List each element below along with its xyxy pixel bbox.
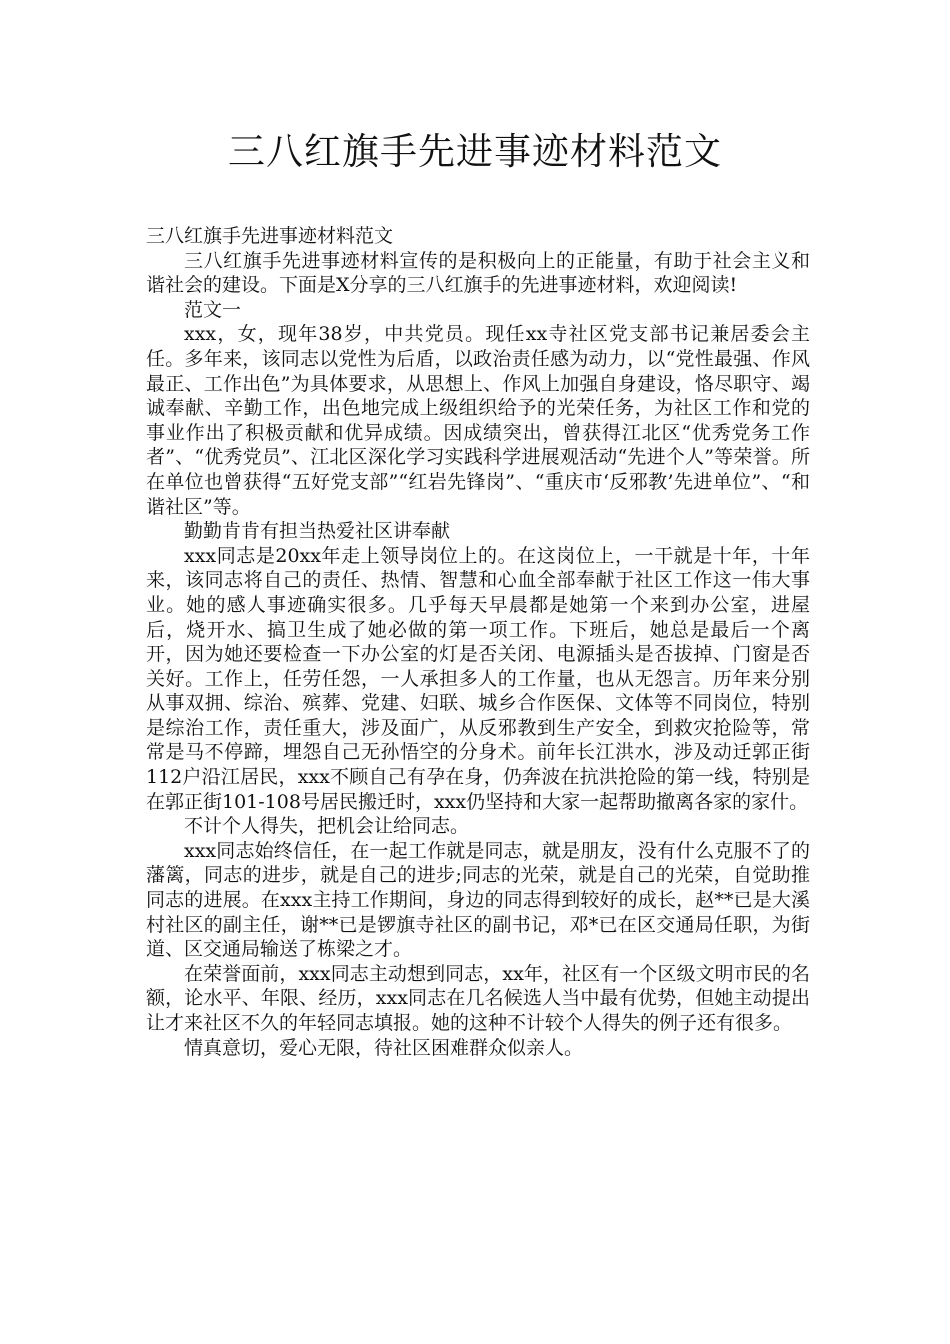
section-heading-care: 情真意切，爱心无限，待社区困难群众似亲人。	[184, 1036, 584, 1059]
paragraph-honors: 在荣誉面前，xxx同志主动想到同志，xx年，社区有一个区级文明市民的名额，论水平、年限、经历，xxx同志在几名候选人当中最有优势，但她主动提出让才来社区不久的年轻同志填报。她的这种不计较个人得失的例子还有很多。	[146, 962, 810, 1034]
document-body	[146, 224, 810, 1060]
section-heading-sample-one: 范文一	[184, 298, 242, 321]
paragraph-subtitle: 三八红旗手先进事迹材料范文	[146, 225, 394, 247]
section-heading-dedication: 勤勤肯肯有担当热爱社区讲奉献	[184, 520, 451, 543]
paragraph-colleagues: xxx同志始终信任，在一起工作就是同志，就是朋友，没有什么克服不了的藩篱，同志的进步，就是自己的进步;同志的光荣，就是自己的光荣，自觉助推同志的进展。在xxx主持工作期间，身边的同志得到较好的成长，赵**已是大溪村社区的副主任，谢**已是锣旗寺社区的副书记，邓*已在区交通局任职，为街道、区交通局输送了栋梁之才。	[146, 839, 810, 961]
document-title: 三八红旗手先进事迹材料范文	[228, 130, 722, 173]
paragraph-intro: 三八红旗手先进事迹材料宣传的是积极向上的正能量，有助于社会主义和谐社会的建设。下面是X分享的三八红旗手的先进事迹材料，欢迎阅读!	[146, 249, 810, 297]
section-heading-selfless: 不计个人得失，把机会让给同志。	[184, 815, 470, 838]
paragraph-dedication: xxx同志是20xx年走上领导岗位上的。在这岗位上，一干就是十年，十年来，该同志将自己的责任、热情、智慧和心血全部奉献于社区工作这一伟大事业。她的感人事迹确实很多。几乎每天早晨都是她第一个来到办公室，进屋后，烧开水、搞卫生成了她必做的第一项工作。下班后，她总是最后一个离开，因为她还要检查一下办公室的灯是否关闭、电源插头是否拔掉、门窗是否关好。工作上，任劳任怨，一人承担多人的工作量，也从无怨言。历年来分别从事双拥、综治、殡葬、党建、妇联、城乡合作医保、文体等不同岗位，特别是综治工作，责任重大，涉及面广，从反邪教到生产安全，到救灾抢险等，常常是马不停蹄，埋怨自己无孙悟空的分身术。前年长江洪水，涉及动迁郭正街112户沿江居民，xxx不顾自己有孕在身，仍奔波在抗洪抢险的第一线，特别是在郭正街101-108号居民搬迁时，xxx仍坚持和大家一起帮助撤离各家的家什。	[146, 544, 810, 813]
paragraph-profile: xxx，女，现年38岁，中共党员。现任xx寺社区党支部书记兼居委会主任。多年来，该同志以党性为后盾，以政治责任感为动力，以“党性最强、作风最正、工作出色”为具体要求，从思想上、作风上加强自身建设，恪尽职守、竭诚奉献、辛勤工作，出色地完成上级组织给予的光荣任务，为社区工作和党的事业作出了积极贡献和优异成绩。因成绩突出，曾获得江北区“优秀党务工作者”、“优秀党员”、江北区深化学习实践科学进展观活动“先进个人”等荣誉。所在单位也曾获得“五好党支部”“红岩先锋岗”、“重庆市‘反邪教’先进单位”、“和谐社区”等。	[146, 323, 810, 518]
